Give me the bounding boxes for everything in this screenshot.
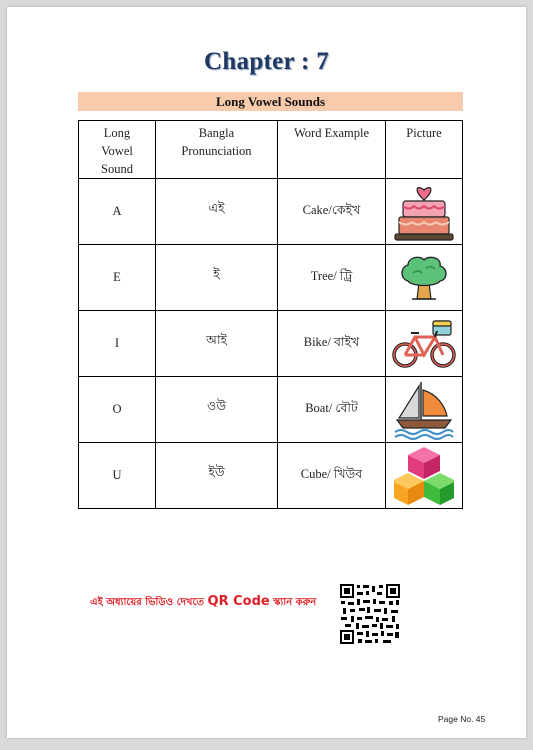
header-line: Pronunciation [181, 144, 252, 158]
vowel-cell: A [79, 179, 156, 245]
header-picture: Picture [386, 121, 463, 179]
vowel-cell: O [79, 377, 156, 443]
tree-icon [398, 253, 450, 303]
header-bangla-pronunciation [156, 121, 278, 179]
bangla-cell [156, 377, 278, 443]
picture-cell [386, 443, 463, 509]
chapter-title: Chapter : 7 [203, 48, 330, 75]
section-title: Long Vowel Sounds [78, 92, 463, 111]
bangla-text: ই [213, 266, 220, 281]
vowel-table [78, 120, 463, 509]
vowel-cell: I [79, 311, 156, 377]
picture-cell [386, 311, 463, 377]
picture-cell [386, 377, 463, 443]
picture-cell [386, 245, 463, 311]
picture-cell [386, 179, 463, 245]
bangla-cell [156, 311, 278, 377]
vowel-cell: U [79, 443, 156, 509]
table-row [79, 311, 463, 377]
header-word-example: Word Example [278, 121, 386, 179]
bangla-text: এই [208, 200, 225, 215]
word-cell: Cake/কেইখ [278, 179, 386, 245]
bangla-text: আই [205, 332, 228, 347]
header-line: Bangla [198, 126, 235, 140]
qr-code-image[interactable] [339, 583, 401, 645]
header-line: Vowel [101, 144, 133, 158]
bangla-cell [156, 245, 278, 311]
qr-instruction-end: স্ক্যান করুন [273, 597, 317, 608]
header-long-vowel-sound [79, 121, 156, 179]
cube-icon [394, 445, 454, 507]
word-cell: Boat/ বৌট [278, 377, 386, 443]
bangla-text: ওউ [207, 398, 226, 413]
qr-instruction-start: এই অধ্যায়ের ভিডিও দেখতে [90, 597, 205, 608]
bangla-cell [156, 443, 278, 509]
table-header-row [79, 121, 463, 179]
page-number: Page No. 45 [438, 714, 486, 724]
table-row [79, 377, 463, 443]
table-row [79, 245, 463, 311]
qr-instruction [90, 594, 316, 612]
qr-code-label: QR Code [207, 594, 270, 609]
boat-icon [393, 380, 455, 440]
header-line: Long [103, 126, 131, 140]
header-line: Sound [101, 162, 133, 176]
bangla-text: ইউ [208, 464, 225, 479]
bike-icon [391, 317, 457, 371]
word-cell: Cube/ খিউব [278, 443, 386, 509]
table-row [79, 443, 463, 509]
cake-icon [393, 182, 455, 242]
bangla-cell [156, 179, 278, 245]
vowel-cell: E [79, 245, 156, 311]
table-row [79, 179, 463, 245]
word-cell: Tree/ ট্রি [278, 245, 386, 311]
word-cell: Bike/ বাইখ [278, 311, 386, 377]
